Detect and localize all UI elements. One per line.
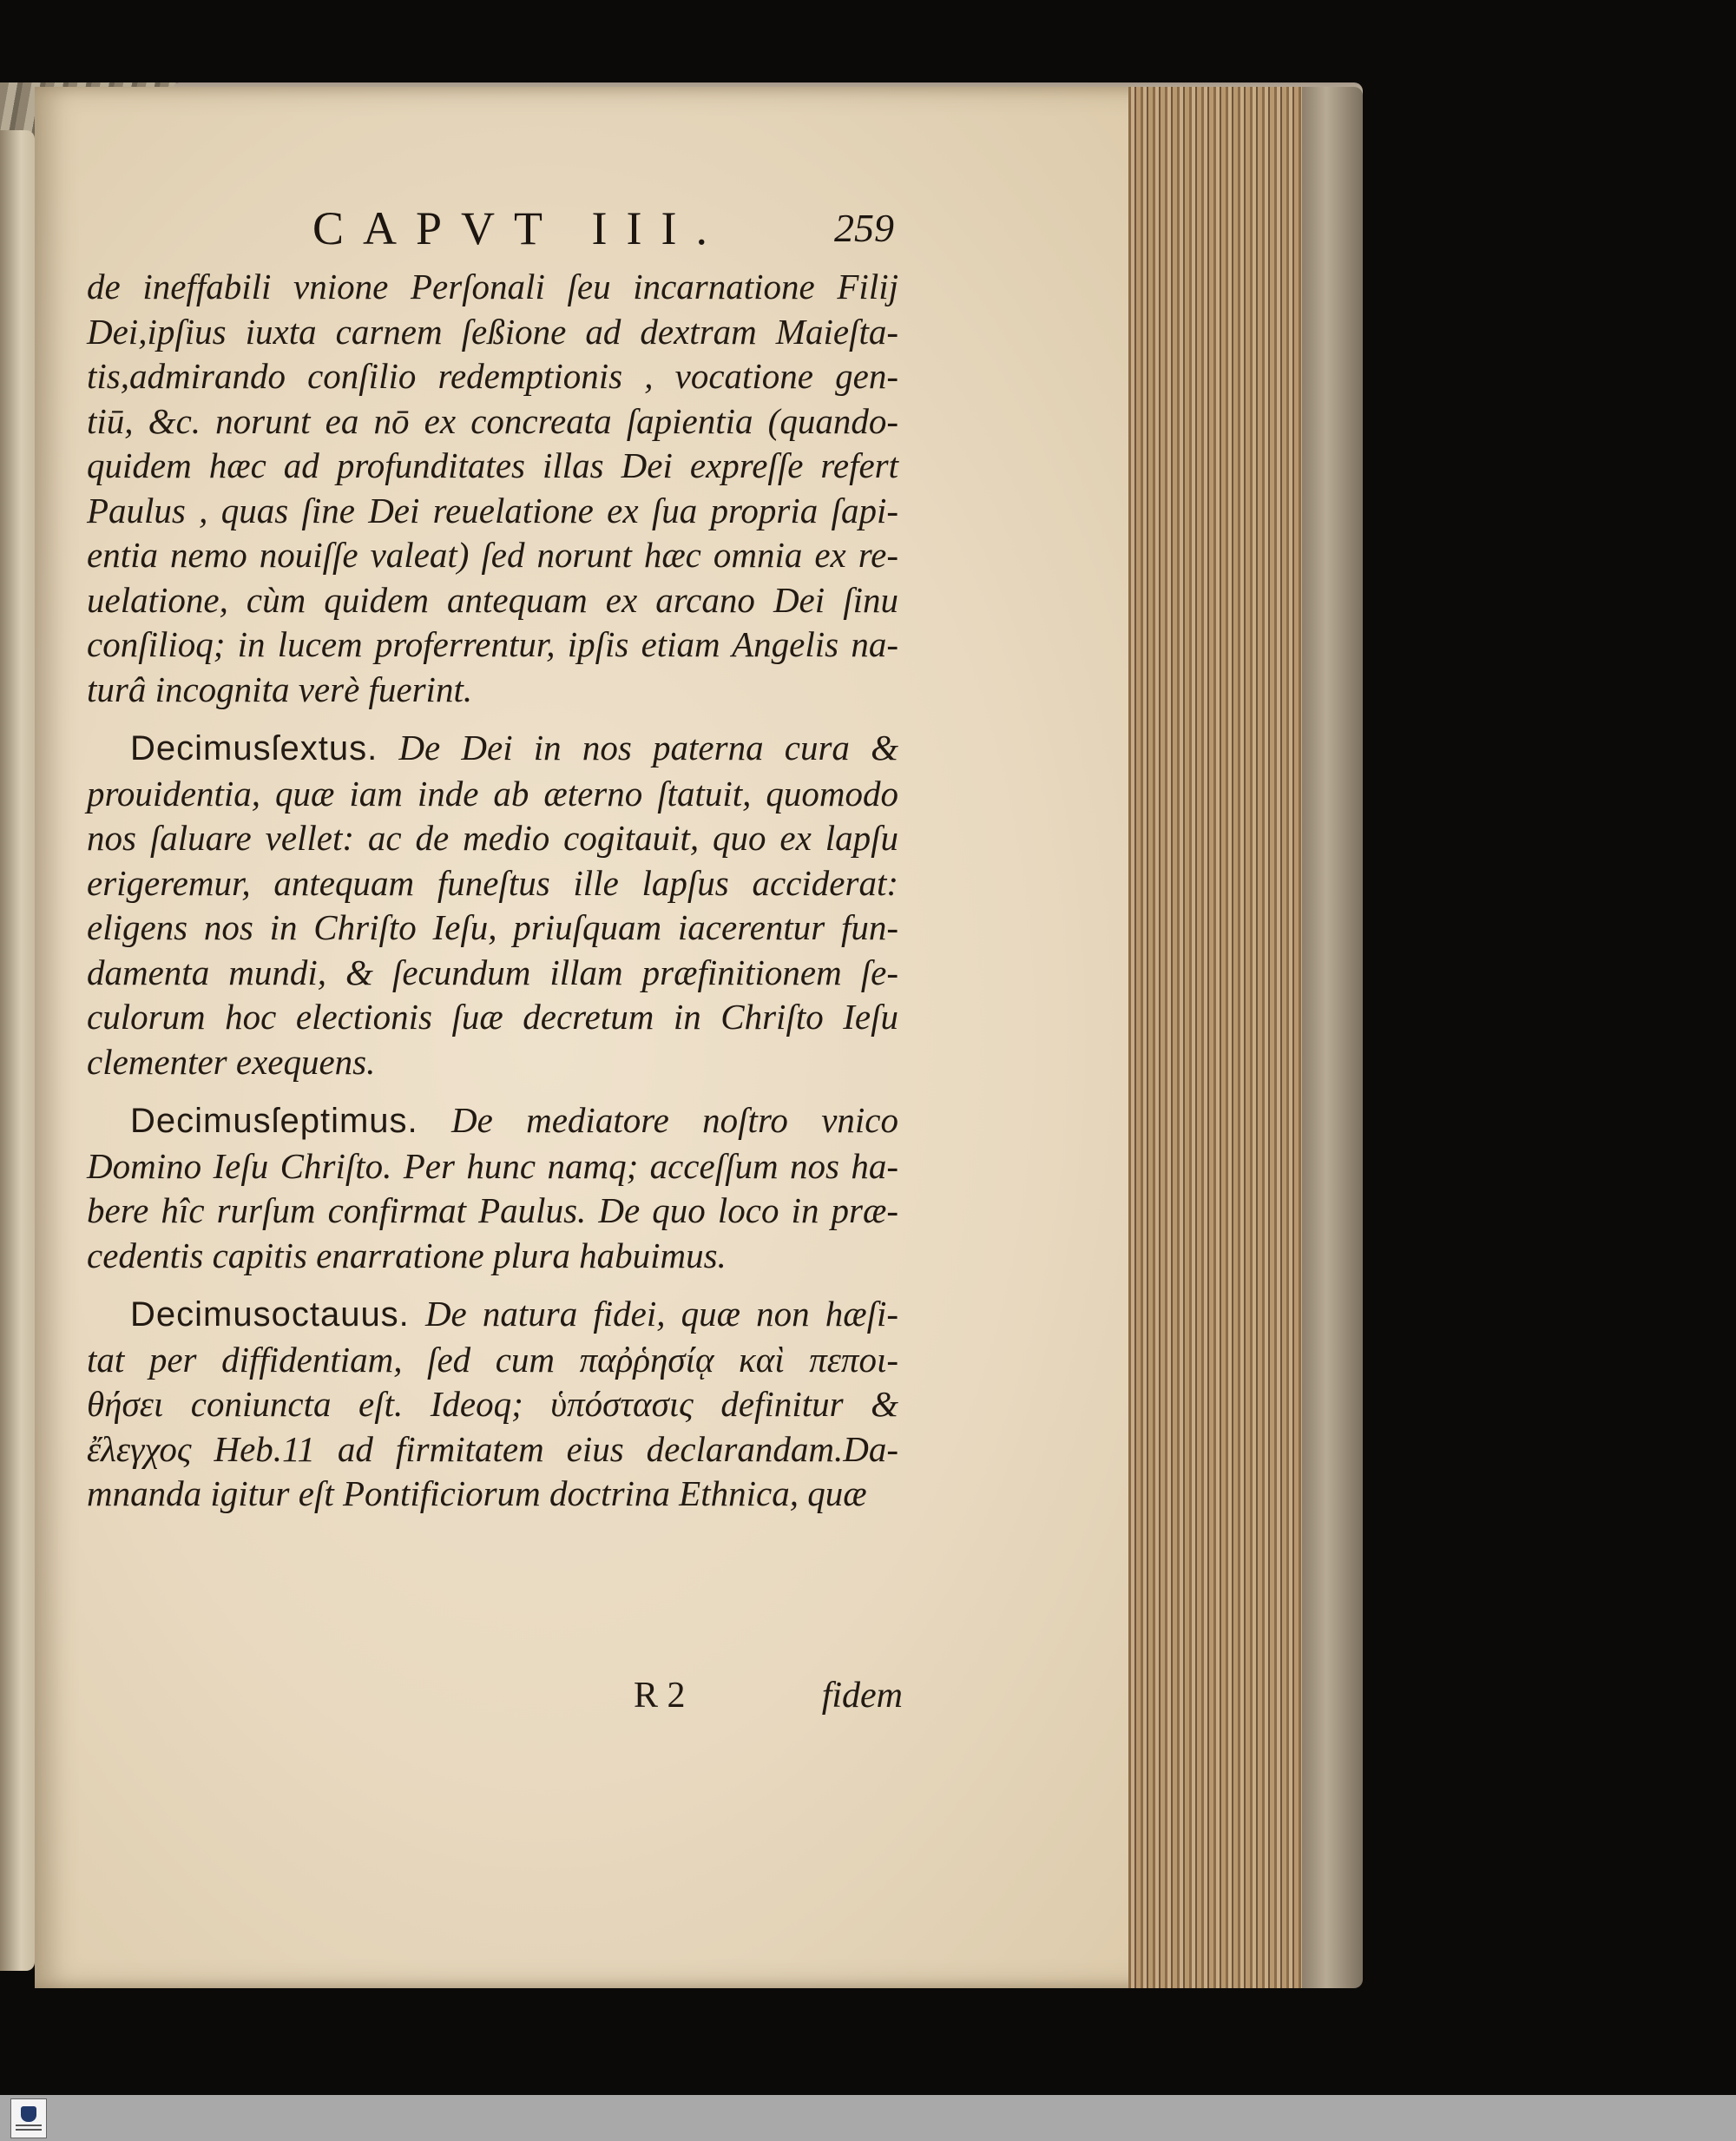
- line-text: conſilioq; in lucem proferrentur, ipſis etiam Angelis na-: [87, 624, 898, 664]
- paragraph: [87, 265, 898, 712]
- page-edges: [1128, 87, 1315, 1988]
- line-text: uelatione, cùm quidem antequam ex arcano Dei ſinu: [87, 579, 898, 620]
- left-page-edge: [0, 130, 35, 1971]
- line-text: Paulus , quas ſine Dei reuelatione ex ſua propria ſapi-: [87, 490, 898, 530]
- catchword: fidem: [821, 1676, 903, 1716]
- text-line: [87, 1472, 898, 1517]
- text-line: [87, 668, 898, 713]
- paragraph: [87, 1098, 898, 1278]
- text-line: [87, 578, 898, 623]
- section-lead: Decimusoctauus.: [130, 1295, 410, 1334]
- paragraph: [87, 726, 898, 1084]
- line-text: Dei,ipſius iuxta carnem ſeßione ad dextram Maieſta-: [87, 311, 898, 352]
- text-line: [87, 444, 898, 489]
- line-text: damenta mundi, & ſecundum illam præfinitionem ſe-: [87, 952, 898, 992]
- line-text: bere hîc rurſum confirmat Paulus. De quo loco in præ-: [87, 1190, 898, 1230]
- text-line: [87, 399, 898, 445]
- page-number: 259: [834, 206, 894, 250]
- text-line: [87, 489, 898, 534]
- line-text: De natura fidei, quæ non hæſi-: [424, 1294, 899, 1334]
- line-text: mnanda igitur eſt Pontificiorum doctrina Ethnica, quæ: [87, 1473, 867, 1513]
- section-lead: Decimusſextus.: [130, 729, 378, 767]
- text-line: [87, 861, 898, 906]
- line-text: erigeremur, antequam funeſtus ille lapſus acciderat:: [87, 862, 898, 903]
- paragraph: [87, 1292, 898, 1517]
- viewer-footer-bar: [0, 2095, 1736, 2141]
- text-line: [87, 816, 898, 861]
- text-line: [87, 951, 898, 996]
- page-body-text: [87, 265, 898, 1531]
- text-line: [87, 772, 898, 817]
- text-line: [87, 623, 898, 668]
- line-text: prouidentia, quæ iam inde ab æterno ſtatuit, quomodo: [87, 773, 898, 814]
- text-line: [87, 1382, 898, 1427]
- line-text: nos ſaluare vellet: ac de medio cogitauit, quo ex lapſu: [87, 818, 898, 858]
- line-text: clementer exequens.: [87, 1041, 376, 1082]
- running-header: [312, 201, 894, 262]
- line-text: De Dei in nos paterna cura &: [398, 728, 898, 767]
- line-text: ἔλεγχος Heb.11 ad firmitatem eius declarandam.Da-: [87, 1428, 898, 1469]
- text-line: [87, 310, 898, 355]
- chapter-title: CAPVT III.: [312, 202, 727, 254]
- line-text: culorum hoc electionis ſuæ decretum in Chriſto Ieſu: [87, 997, 898, 1037]
- line-text: cedentis capitis enarratione plura habuimus.: [87, 1235, 727, 1275]
- signature-mark: R 2: [634, 1676, 686, 1716]
- text-line: [87, 1189, 898, 1234]
- text-line: [87, 1144, 898, 1189]
- line-text: entia nemo nouiſſe valeat) ſed norunt hæc omnia ex re-: [87, 535, 898, 575]
- line-text: θήσει coniuncta eſt. Ideoq; ὑπόστασις definitur &: [87, 1384, 898, 1424]
- text-line: [87, 1234, 898, 1279]
- library-logo-icon: [10, 2098, 47, 2138]
- text-line: [87, 1040, 898, 1085]
- line-text: Domino Ieſu Chriſto. Per hunc namq; acceſſum nos ha-: [87, 1145, 898, 1186]
- line-text: De mediatore noſtro vnico: [450, 1100, 898, 1140]
- text-line: [87, 1292, 898, 1338]
- text-line: [87, 1338, 898, 1383]
- text-line: [87, 354, 898, 399]
- line-text: turâ incognita verè fuerint.: [87, 669, 473, 709]
- text-line: [87, 265, 898, 310]
- line-text: tiū, &c. norunt ea nō ex concreata ſapientia (quando-: [87, 400, 898, 441]
- text-line: [87, 726, 898, 772]
- text-line: [87, 906, 898, 951]
- section-lead: Decimusſeptimus.: [130, 1102, 418, 1140]
- text-line: [87, 533, 898, 578]
- line-text: eligens nos in Chriſto Ieſu, priuſquam iacerentur fun-: [87, 907, 898, 947]
- line-text: tat per diffidentiam, ſed cum παῤῥησίᾳ καὶ πεποι-: [87, 1339, 898, 1380]
- line-text: tis,admirando conſilio redemptionis , vocatione gen-: [87, 356, 898, 396]
- line-text: quidem hæc ad profunditates illas Dei expreſſe refert: [87, 445, 898, 485]
- line-text: de ineffabili vnione Perſonali ſeu incarnatione Filij: [87, 267, 898, 306]
- text-line: [87, 1427, 898, 1472]
- book-cover-right: [1302, 87, 1363, 1988]
- text-line: [87, 1098, 898, 1144]
- catchline: [634, 1674, 903, 1726]
- text-line: [87, 995, 898, 1040]
